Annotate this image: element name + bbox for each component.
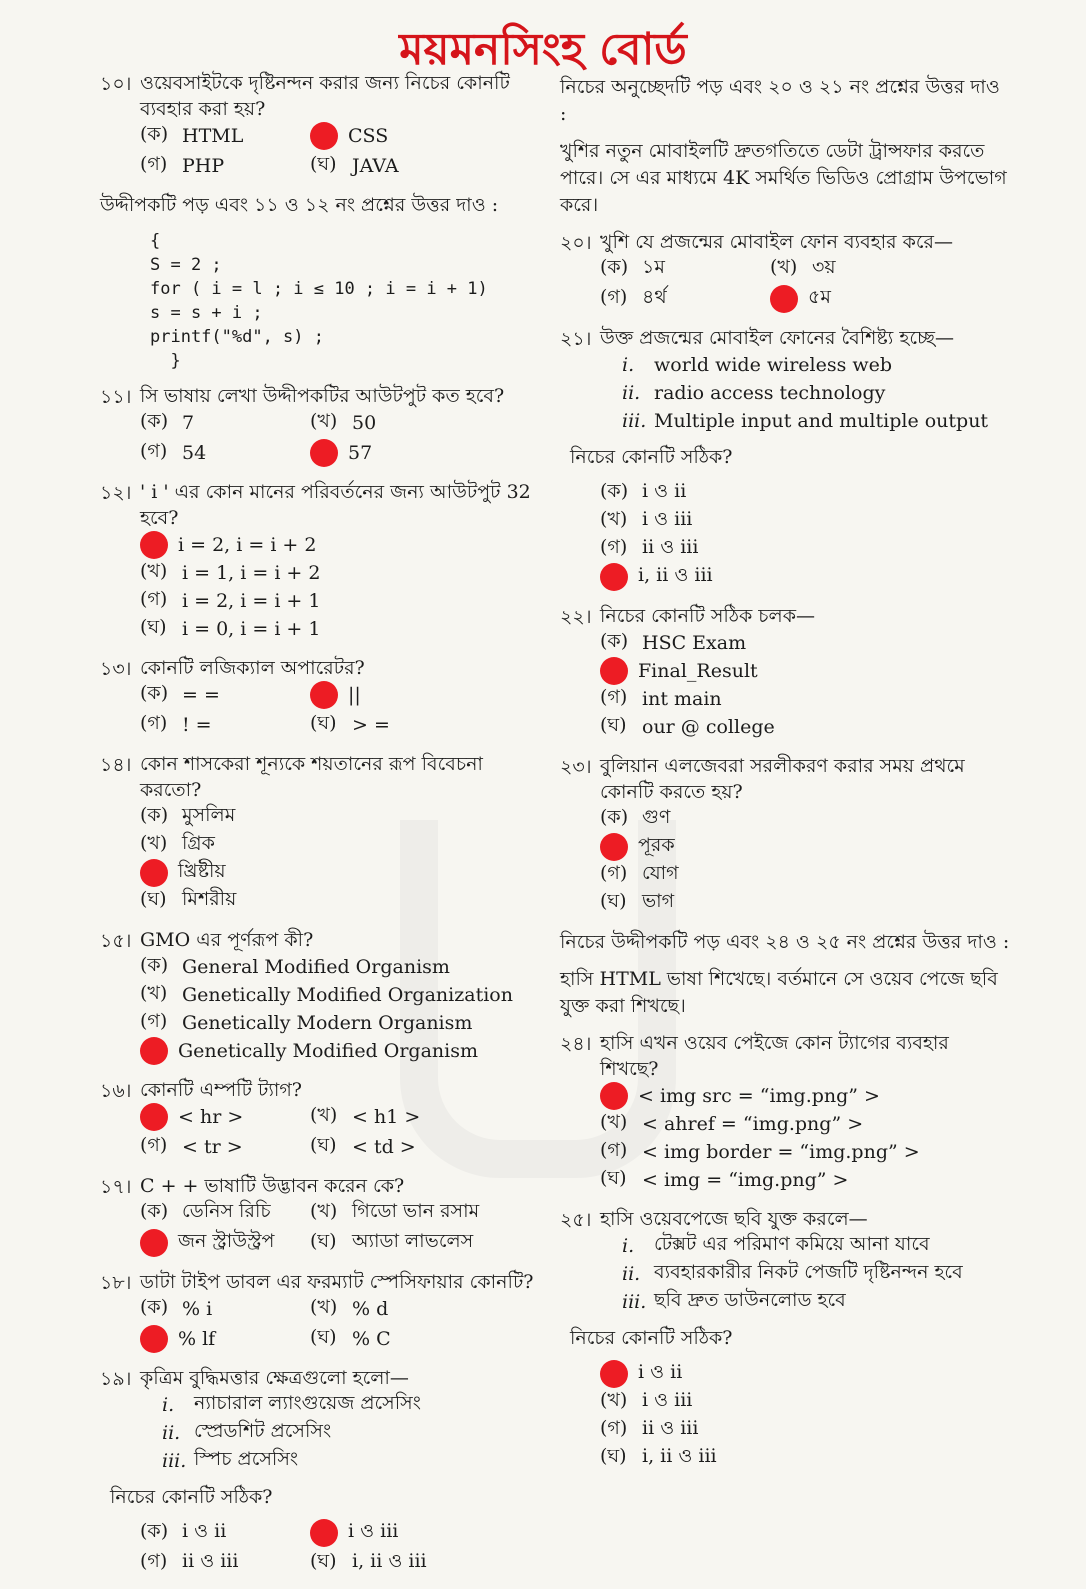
- options: [140, 409, 540, 467]
- option: [310, 1103, 480, 1131]
- option-text: = =: [182, 684, 220, 706]
- option-text: < tr >: [182, 1136, 243, 1158]
- option: [140, 1229, 310, 1257]
- statement-text: Multiple input and multiple output: [654, 410, 989, 432]
- option-label: (ঘ): [140, 888, 167, 910]
- option-text: মুসলিম: [182, 804, 236, 826]
- option-label: (ঘ): [310, 712, 337, 734]
- options: [140, 1199, 540, 1257]
- roman-numeral: i.: [622, 1235, 635, 1257]
- option-text: General Modified Organism: [182, 956, 450, 978]
- statement-text: স্প্রেডশিট প্রসেসিং: [194, 1420, 332, 1442]
- stimulus-11-12: উদ্দীপকটি পড় এবং ১১ ও ১২ নং প্রশ্নের উত্তর দাও :: [100, 194, 499, 216]
- answer-marker-dot: [600, 1360, 628, 1388]
- option-label: (গ): [600, 286, 628, 308]
- question-11: [100, 383, 540, 467]
- option-text: i ও iii: [642, 508, 693, 530]
- option-text: Genetically Modern Organism: [182, 1012, 473, 1034]
- question-22: [560, 603, 1010, 741]
- question-text: ডাটা টাইপ ডাবল এর ফরম্যাট স্পেসিফায়ার কোনটি?: [140, 1271, 534, 1293]
- option-text: our @ college: [642, 716, 775, 738]
- statement: [162, 1391, 540, 1419]
- options: [140, 1103, 540, 1161]
- question-16: [100, 1077, 540, 1161]
- question-number: ২২।: [560, 606, 592, 628]
- option-text: ডেনিস রিচি: [182, 1200, 271, 1222]
- option-text: জন স্ট্রাউস্ট্রপ: [178, 1230, 275, 1252]
- question-text: কৃত্রিম বুদ্ধিমত্তার ক্ষেত্রগুলো হলো—: [140, 1367, 409, 1389]
- options: [140, 681, 540, 739]
- option: [600, 1138, 1010, 1166]
- option-text: PHP: [182, 155, 225, 177]
- option-text: i, ii ও iii: [638, 564, 713, 586]
- question-number: ২৫।: [560, 1209, 592, 1231]
- option: [600, 629, 1010, 657]
- option-label: (গ): [140, 588, 168, 610]
- statement: [622, 351, 1010, 379]
- option-label: (গ): [600, 862, 628, 884]
- option: [600, 1416, 1010, 1444]
- option: [140, 1549, 310, 1577]
- question-text: কোনটি লজিক্যাল অপারেটর?: [140, 657, 365, 679]
- option-text: < img border = “img.png” >: [642, 1141, 920, 1163]
- option: [140, 953, 540, 981]
- option: [600, 833, 1010, 861]
- statement-text: ন্যাচারাল ল্যাংগুয়েজ প্রসেসিং: [194, 1392, 421, 1414]
- option-text: JAVA: [352, 155, 399, 177]
- statement-text: ব্যবহারকারীর নিকট পেজটি দৃষ্টিনন্দন হবে: [654, 1261, 963, 1283]
- roman-numeral: iii.: [622, 1291, 647, 1313]
- statement: [622, 1232, 1010, 1260]
- option: [310, 122, 480, 150]
- options: [140, 803, 540, 915]
- option-label: (খ): [140, 832, 168, 854]
- option-text: পূরক: [638, 834, 675, 856]
- option-label: (ক): [140, 1296, 169, 1318]
- option-text: 7: [182, 412, 195, 434]
- option: [310, 439, 480, 467]
- option-text: HTML: [182, 125, 244, 147]
- option-label: (খ): [140, 982, 168, 1004]
- option-text: Genetically Modified Organization: [182, 984, 513, 1006]
- option-label: (ক): [140, 1520, 169, 1542]
- option-label: (ক): [140, 1200, 169, 1222]
- options: [140, 531, 540, 643]
- option-text: Final_Result: [638, 660, 758, 682]
- option-text: মিশরীয়: [182, 888, 237, 910]
- answer-marker-dot: [310, 1519, 338, 1547]
- answer-marker-dot: [140, 1325, 168, 1353]
- answer-marker-dot: [140, 1229, 168, 1257]
- option-text: < img = “img.png” >: [642, 1169, 849, 1191]
- option-text: % lf: [178, 1328, 216, 1350]
- option-text: i ও ii: [182, 1520, 227, 1542]
- answer-marker-dot: [140, 531, 168, 559]
- option: [140, 859, 540, 887]
- option: [140, 1199, 310, 1227]
- option-text: i = 2, i = i + 2: [178, 534, 317, 556]
- option-label: (খ): [600, 508, 628, 530]
- option-text: ৩য়: [812, 256, 836, 278]
- which-correct: নিচের কোনটি সঠিক?: [570, 446, 733, 468]
- question-21: [560, 325, 1010, 591]
- option-label: (গ): [600, 686, 628, 708]
- option-label: (ঘ): [310, 153, 337, 175]
- question-17: [100, 1173, 540, 1257]
- right-column: [560, 70, 1010, 1484]
- option-text: < hr >: [178, 1106, 244, 1128]
- options: [140, 1519, 540, 1577]
- question-18: [100, 1269, 540, 1353]
- statement-text: ছবি দ্রুত ডাউনলোড হবে: [654, 1289, 846, 1311]
- option-label: (ঘ): [310, 1134, 337, 1156]
- option-text: গিডো ভান রসাম: [352, 1200, 480, 1222]
- option: [600, 861, 1010, 889]
- option-label: (ক): [140, 682, 169, 704]
- option-label: (ক): [140, 123, 169, 145]
- option-label: (গ): [140, 440, 168, 462]
- question-number: ২৪।: [560, 1033, 592, 1055]
- option: [600, 1444, 1010, 1472]
- question-text: সি ভাষায় লেখা উদ্দীপকটির আউটপুট কত হবে?: [140, 385, 505, 407]
- option-text: গুণ: [642, 806, 671, 828]
- option-text: 54: [182, 442, 207, 464]
- option-text: i = 1, i = i + 2: [182, 562, 321, 584]
- question-text: GMO এর পূর্ণরূপ কী?: [140, 929, 314, 951]
- option: [600, 1082, 1010, 1110]
- options: [140, 953, 540, 1065]
- option-text: যোগ: [642, 862, 679, 884]
- option: [140, 587, 540, 615]
- statement: [622, 1260, 1010, 1288]
- roman-numeral: ii.: [622, 1263, 641, 1285]
- option-label: (খ): [600, 1111, 628, 1133]
- option: [600, 563, 1010, 591]
- question-25: [560, 1206, 1010, 1472]
- question-20: [560, 229, 1010, 313]
- answer-marker-dot: [600, 833, 628, 861]
- option-label: (গ): [600, 1417, 628, 1439]
- option-text: খ্রিষ্টীয়: [178, 860, 226, 882]
- which-correct: নিচের কোনটি সঠিক?: [570, 1327, 733, 1349]
- option: [140, 1009, 540, 1037]
- option-text: < td >: [352, 1136, 416, 1158]
- statement: [162, 1447, 540, 1475]
- option: [310, 1295, 480, 1323]
- question-number: ১০।: [100, 73, 132, 95]
- options: [600, 1360, 1010, 1472]
- answer-marker-dot: [770, 285, 798, 313]
- option-text: % d: [352, 1298, 389, 1320]
- option: [600, 713, 1010, 741]
- options: [600, 255, 1010, 313]
- option: [600, 535, 1010, 563]
- question-number: ২১।: [560, 328, 592, 350]
- question-12: [100, 479, 540, 643]
- option: [140, 1103, 310, 1131]
- question-text: C + + ভাষাটি উদ্ভাবন করেন কে?: [140, 1175, 405, 1197]
- question-text: হাসি ওয়েবপেজে ছবি যুক্ত করলে—: [600, 1208, 868, 1230]
- answer-marker-dot: [600, 563, 628, 591]
- option: [140, 122, 310, 150]
- option-text: ভাগ: [642, 890, 675, 912]
- option-label: (ক): [140, 410, 169, 432]
- option: [310, 409, 480, 437]
- option: [310, 1133, 480, 1161]
- question-number: ১১।: [100, 386, 132, 408]
- option: [310, 1325, 480, 1353]
- option-text: ৪র্থ: [642, 286, 667, 308]
- statement: [622, 379, 1010, 407]
- option-label: (ক): [600, 630, 629, 652]
- options: [140, 122, 540, 180]
- option-label: (গ): [140, 153, 168, 175]
- question-text: কোনটি এম্পটি ট্যাগ?: [140, 1079, 302, 1101]
- option-text: অ্যাডা লাভলেস: [352, 1230, 474, 1252]
- stimulus-20-21: নিচের অনুচ্ছেদটি পড় এবং ২০ ও ২১ নং প্রশ্নের উত্তর দাও :: [560, 76, 1000, 125]
- option-label: (খ): [770, 256, 798, 278]
- option-label: (খ): [140, 560, 168, 582]
- option-label: (ঘ): [310, 1326, 337, 1348]
- option-text: i, ii ও iii: [642, 1445, 717, 1467]
- option: [600, 1388, 1010, 1416]
- answer-marker-dot: [140, 1103, 168, 1131]
- option: [140, 439, 310, 467]
- roman-numeral: i.: [162, 1394, 175, 1416]
- option-label: (গ): [140, 1550, 168, 1572]
- option-text: i ও ii: [642, 480, 687, 502]
- option-text: < h1 >: [352, 1106, 421, 1128]
- option: [140, 615, 540, 643]
- question-23: [560, 753, 1010, 917]
- option-text: % i: [182, 1298, 213, 1320]
- statement-text: world wide wireless web: [654, 354, 893, 376]
- question-number: ১৪।: [100, 754, 132, 776]
- option-label: (ক): [600, 806, 629, 828]
- answer-marker-dot: [600, 657, 628, 685]
- roman-numeral: ii.: [162, 1422, 181, 1444]
- option: [310, 1519, 480, 1547]
- options: [600, 1082, 1010, 1194]
- option-text: int main: [642, 688, 722, 710]
- option-label: (ঘ): [310, 1550, 337, 1572]
- options: [600, 805, 1010, 917]
- passage-24-25: হাসি HTML ভাষা শিখেছে। বর্তমানে সে ওয়েব পেজে ছবি যুক্ত করা শিখছে।: [560, 968, 998, 1017]
- option-text: 50: [352, 412, 377, 434]
- option: [140, 681, 310, 709]
- option: [140, 711, 310, 739]
- statement-text: টেক্সট এর পরিমাণ কমিয়ে আনা যাবে: [654, 1233, 930, 1255]
- option-label: (ঘ): [600, 1167, 627, 1189]
- option-text: HSC Exam: [642, 632, 747, 654]
- question-text: উক্ত প্রজন্মের মোবাইল ফোনের বৈশিষ্ট্য হচ্ছে—: [600, 327, 954, 349]
- roman-numeral: iii.: [162, 1450, 187, 1472]
- question-15: [100, 927, 540, 1065]
- left-column: [100, 70, 540, 1589]
- option-label: (খ): [310, 1104, 338, 1126]
- question-number: ১৮।: [100, 1272, 132, 1294]
- statement: [622, 1288, 1010, 1316]
- question-text: ওয়েবসাইটকে দৃষ্টিনন্দন করার জন্য নিচের কোনটি ব্যবহার করা হয়?: [140, 72, 510, 120]
- passage-20-21: খুশির নতুন মোবাইলটি দ্রুতগতিতে ডেটা ট্রান্সফার করতে পারে। সে এর মাধ্যমে 4K সমর্থিত ভিডিও প্রোগ্রাম উপভোগ করে।: [560, 140, 1007, 216]
- option: [140, 981, 540, 1009]
- options: [600, 629, 1010, 741]
- option: [600, 1110, 1010, 1138]
- option-text: ii ও iii: [642, 1417, 699, 1439]
- question-19: [100, 1365, 540, 1577]
- option: [600, 805, 1010, 833]
- option: [600, 1360, 1010, 1388]
- question-number: ১৭।: [100, 1176, 132, 1198]
- option-label: (ক): [140, 804, 169, 826]
- option-label: (গ): [140, 1010, 168, 1032]
- option: [140, 803, 540, 831]
- option-text: গ্রিক: [182, 832, 215, 854]
- option: [140, 1325, 310, 1353]
- option: [600, 479, 1010, 507]
- option-text: i = 0, i = i + 1: [182, 618, 321, 640]
- option-text: ii ও iii: [182, 1550, 239, 1572]
- option: [310, 681, 480, 709]
- question-13: [100, 655, 540, 739]
- statement: [622, 407, 1010, 435]
- question-number: ১৩।: [100, 658, 132, 680]
- option-label: (গ): [140, 712, 168, 734]
- answer-marker-dot: [310, 439, 338, 467]
- option-text: i ও iii: [348, 1520, 399, 1542]
- option-text: ৫ম: [808, 286, 831, 308]
- roman-numeral: i.: [622, 354, 635, 376]
- option: [140, 1295, 310, 1323]
- option-label: (ক): [600, 480, 629, 502]
- option: [600, 657, 1010, 685]
- option: [140, 409, 310, 437]
- answer-marker-dot: [310, 681, 338, 709]
- option-text: i = 2, i = i + 1: [182, 590, 321, 612]
- question-10: [100, 70, 540, 180]
- option-label: (খ): [600, 1389, 628, 1411]
- question-number: ১৬।: [100, 1080, 132, 1102]
- option: [600, 1166, 1010, 1194]
- option-text: 57: [348, 442, 373, 464]
- option-text: i ও iii: [642, 1389, 693, 1411]
- option: [600, 685, 1010, 713]
- question-number: ১২।: [100, 482, 132, 504]
- option-label: (ঘ): [600, 1445, 627, 1467]
- option: [600, 255, 770, 283]
- statement-text: স্পিচ প্রসেসিং: [194, 1448, 299, 1470]
- question-number: ১৯।: [100, 1368, 132, 1390]
- roman-numeral: iii.: [622, 410, 647, 432]
- option: [310, 1229, 480, 1257]
- option: [310, 1549, 480, 1577]
- question-text: খুশি যে প্রজন্মের মোবাইল ফোন ব্যবহার করে—: [600, 231, 954, 253]
- option-text: Genetically Modified Organism: [178, 1040, 478, 1062]
- option-text: ||: [348, 684, 361, 706]
- question-text: বুলিয়ান এলজেবরা সরলীকরণ করার সময় প্রথমে কোনটি করতে হয়?: [600, 755, 965, 803]
- stimulus-24-25: নিচের উদ্দীপকটি পড় এবং ২৪ ও ২৫ নং প্রশ্নের উত্তর দাও :: [560, 931, 1010, 953]
- board-title: ময়মনসিংহ বোর্ড: [399, 24, 687, 75]
- question-number: ২৩।: [560, 756, 592, 778]
- option-label: (ঘ): [600, 890, 627, 912]
- option: [140, 1037, 540, 1065]
- option-text: ! =: [182, 714, 212, 736]
- option-text: > =: [352, 714, 390, 736]
- option-text: ১ম: [642, 256, 665, 278]
- option-label: (গ): [140, 1134, 168, 1156]
- answer-marker-dot: [140, 859, 168, 887]
- option: [600, 285, 770, 313]
- option: [310, 711, 480, 739]
- option: [140, 531, 540, 559]
- option-text: % C: [352, 1328, 391, 1350]
- option-label: (গ): [600, 1139, 628, 1161]
- which-correct: নিচের কোনটি সঠিক?: [110, 1486, 273, 1508]
- option: [140, 1133, 310, 1161]
- statement-text: radio access technology: [654, 382, 886, 404]
- option-label: (ক): [600, 256, 629, 278]
- option: [770, 285, 940, 313]
- question-text: কোন শাসকেরা শূন্যকে শয়তানের রূপ বিবেচনা করতো?: [140, 753, 483, 801]
- option: [310, 152, 480, 180]
- option-text: < ahref = “img.png” >: [642, 1113, 864, 1135]
- option: [140, 559, 540, 587]
- option-label: (ঘ): [140, 616, 167, 638]
- option-label: (খ): [310, 1200, 338, 1222]
- option-label: (ক): [140, 954, 169, 976]
- code-block: { S = 2 ; for ( i = l ; i ≤ 10 ; i = i + 1) s = s + i ; printf("%d", s) ; }: [150, 231, 488, 371]
- option: [140, 887, 540, 915]
- answer-marker-dot: [600, 1082, 628, 1110]
- option-label: (গ): [600, 536, 628, 558]
- options: [140, 1295, 540, 1353]
- option: [140, 831, 540, 859]
- option-label: (ঘ): [310, 1230, 337, 1252]
- statement: [162, 1419, 540, 1447]
- answer-marker-dot: [310, 122, 338, 150]
- option-text: CSS: [348, 125, 389, 147]
- option-label: (ঘ): [600, 714, 627, 736]
- question-number: ১৫।: [100, 930, 132, 952]
- question-number: ২০।: [560, 232, 592, 254]
- options: [600, 479, 1010, 591]
- question-text: ' i ' এর কোন মানের পরিবর্তনের জন্য আউটপুট 32 হবে?: [140, 481, 531, 529]
- option: [600, 507, 1010, 535]
- question-text: হাসি এখন ওয়েব পেইজে কোন ট্যাগের ব্যবহার শিখছে?: [600, 1032, 949, 1080]
- roman-numeral: ii.: [622, 382, 641, 404]
- option-text: i, ii ও iii: [352, 1550, 427, 1572]
- option: [140, 152, 310, 180]
- option: [310, 1199, 480, 1227]
- option-text: i ও ii: [638, 1361, 683, 1383]
- option-label: (খ): [310, 1296, 338, 1318]
- option: [600, 889, 1010, 917]
- question-24: [560, 1030, 1010, 1194]
- answer-marker-dot: [140, 1037, 168, 1065]
- option-text: < img src = “img.png” >: [638, 1085, 880, 1107]
- option: [140, 1519, 310, 1547]
- question-14: [100, 751, 540, 915]
- option-label: (খ): [310, 410, 338, 432]
- question-text: নিচের কোনটি সঠিক চলক—: [600, 605, 816, 627]
- option-text: ii ও iii: [642, 536, 699, 558]
- option: [770, 255, 940, 283]
